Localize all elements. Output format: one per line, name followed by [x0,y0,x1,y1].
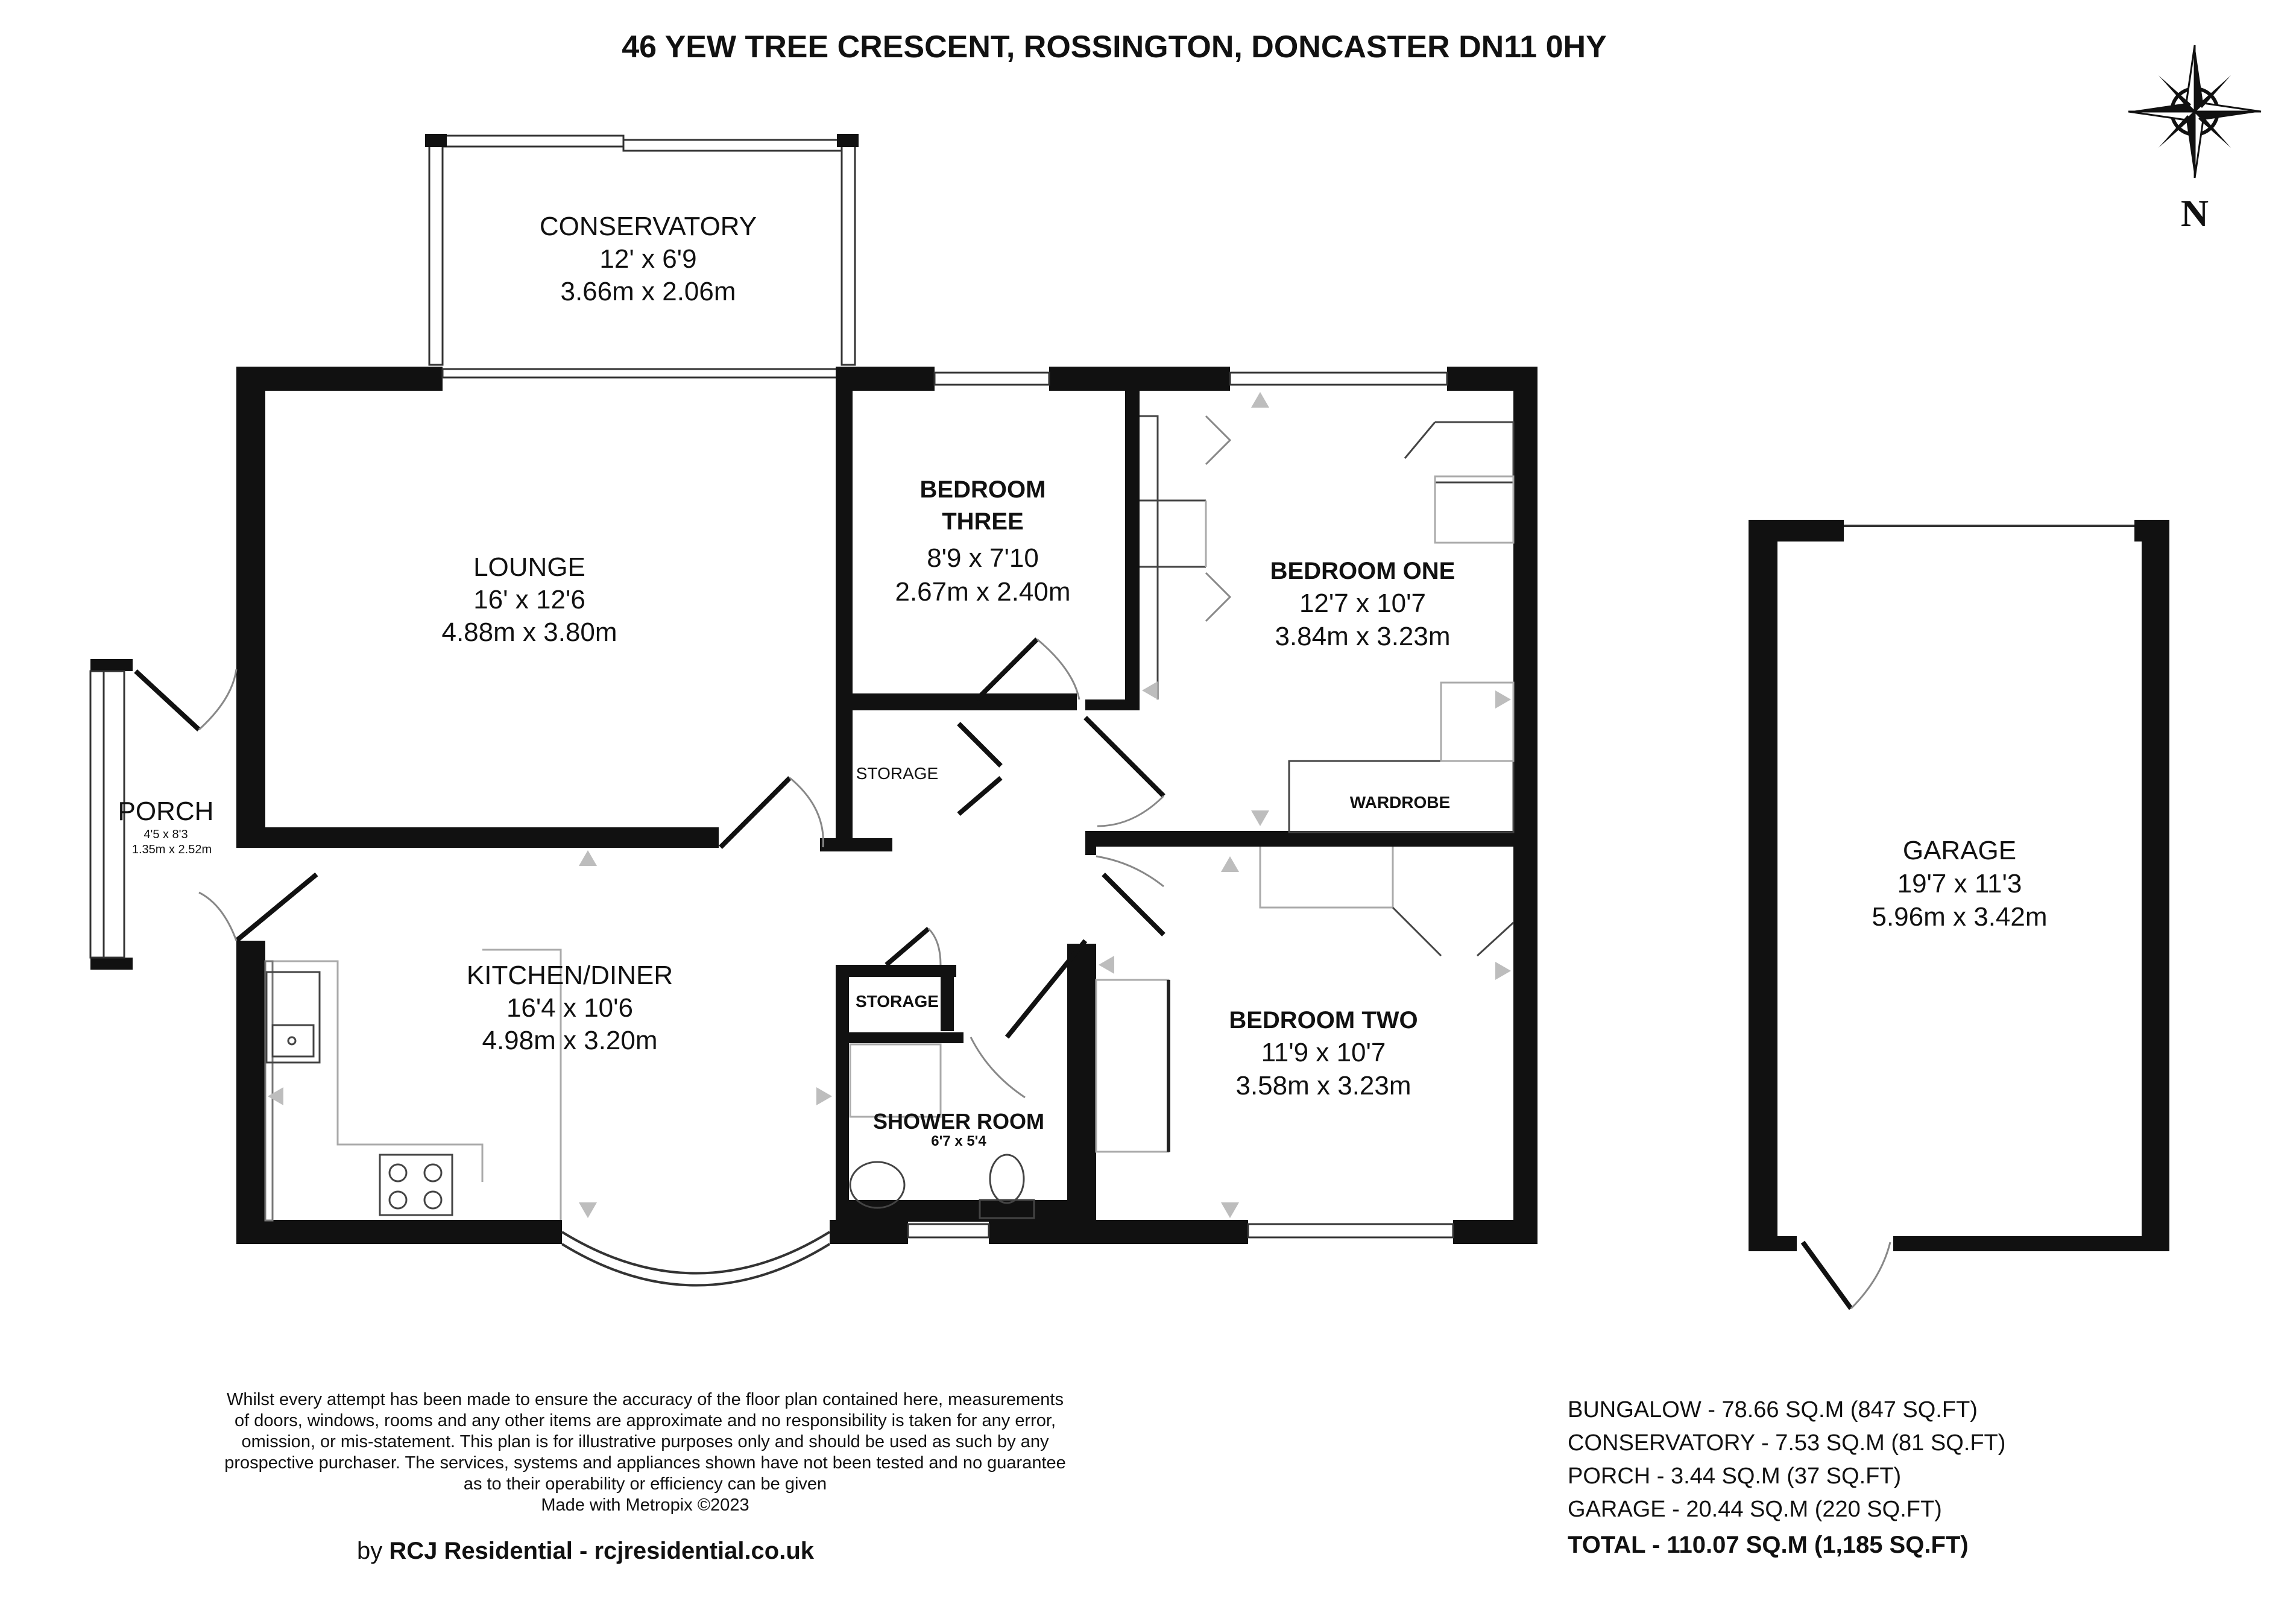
room-imperial: 8'9 x 7'10 [927,543,1039,573]
room-metric: 2.67m x 2.40m [895,577,1071,607]
room-imperial: 16' x 12'6 [473,585,585,614]
room-metric: 5.96m x 3.42m [1872,902,2048,932]
room-imperial: 4'5 x 8'3 [144,828,188,841]
room-imperial: 12'7 x 10'7 [1299,589,1427,618]
room-name: BEDROOM ONE [1270,558,1456,584]
room-name: PORCH [118,797,214,826]
agent-credit-name: RCJ Residential - rcjresidential.co.uk [389,1538,815,1564]
room-imperial: 19'7 x 11'3 [1897,869,2022,898]
room-name-line1: BEDROOM [919,476,1046,503]
room-name-line2: THREE [942,508,1024,535]
room-porch [118,797,214,856]
area-line: BUNGALOW - 78.66 SQ.M (847 SQ.FT) [1568,1397,1978,1422]
room-imperial: 12' x 6'9 [599,244,697,274]
room-imperial: 16'4 x 10'6 [506,993,634,1023]
room-metric: 3.58m x 3.23m [1235,1071,1411,1100]
room-name: KITCHEN/DINER [466,961,673,990]
disclaimer-line: omission, or mis-statement. This plan is for illustrative purposes only and should be used as such by any [241,1432,1049,1451]
room-name: SHOWER ROOM [873,1109,1044,1134]
area-line: GARAGE - 20.44 SQ.M (220 SQ.FT) [1568,1497,1942,1522]
room-bedroom-one [1270,558,1456,651]
room-wardrobe: WARDROBE [1349,793,1451,812]
room-metric: 4.88m x 3.80m [441,617,617,647]
property-address-title: 46 YEW TREE CRESCENT, ROSSINGTON, DONCASTER DN11 0HY [622,30,1607,65]
room-metric: 3.66m x 2.06m [560,277,736,306]
disclaimer-line: as to their operability or efficiency can be given [463,1474,827,1494]
room-lounge [441,552,617,647]
room-name: CONSERVATORY [539,212,757,241]
disclaimer-line: Made with Metropix ©2023 [541,1495,749,1515]
room-metric: 1.35m x 2.52m [131,843,212,856]
room-bedroom-two [1229,1007,1418,1100]
room-garage [1872,836,2047,932]
agent-credit-prefix: by [357,1538,390,1564]
room-imperial: 6'7 x 5'4 [931,1133,986,1149]
disclaimer-text [224,1390,1066,1515]
room-metric: 4.98m x 3.20m [482,1026,658,1055]
room-shower-room [873,1109,1044,1149]
area-total: TOTAL - 110.07 SQ.M (1,185 SQ.FT) [1568,1532,1969,1558]
agent-credit [357,1538,815,1564]
room-storage-lower: STORAGE [856,992,939,1011]
room-bedroom-three [895,476,1070,607]
room-name: GARAGE [1902,836,2017,865]
disclaimer-line: prospective purchaser. The services, systems and appliances shown have not been tested and no guarantee [224,1453,1066,1473]
area-line: PORCH - 3.44 SQ.M (37 SQ.FT) [1568,1463,1902,1489]
area-line: CONSERVATORY - 7.53 SQ.M (81 SQ.FT) [1568,1430,2006,1456]
disclaimer-line: Whilst every attempt has been made to ensure the accuracy of the floor plan contained here, measurements [227,1390,1064,1409]
room-imperial: 11'9 x 10'7 [1261,1038,1386,1067]
room-metric: 3.84m x 3.23m [1275,622,1451,651]
room-storage-upper: STORAGE [856,764,939,783]
room-conservatory [540,212,757,306]
area-summary [1568,1397,2005,1558]
room-kitchen-diner [467,961,673,1055]
disclaimer-line: of doors, windows, rooms and any other items are approximate and no responsibility is taken for any error, [234,1411,1056,1430]
compass-north-label: N [2180,192,2209,235]
compass-rose-icon [2128,45,2261,178]
room-name: LOUNGE [473,552,585,582]
room-name: BEDROOM TWO [1229,1007,1418,1034]
